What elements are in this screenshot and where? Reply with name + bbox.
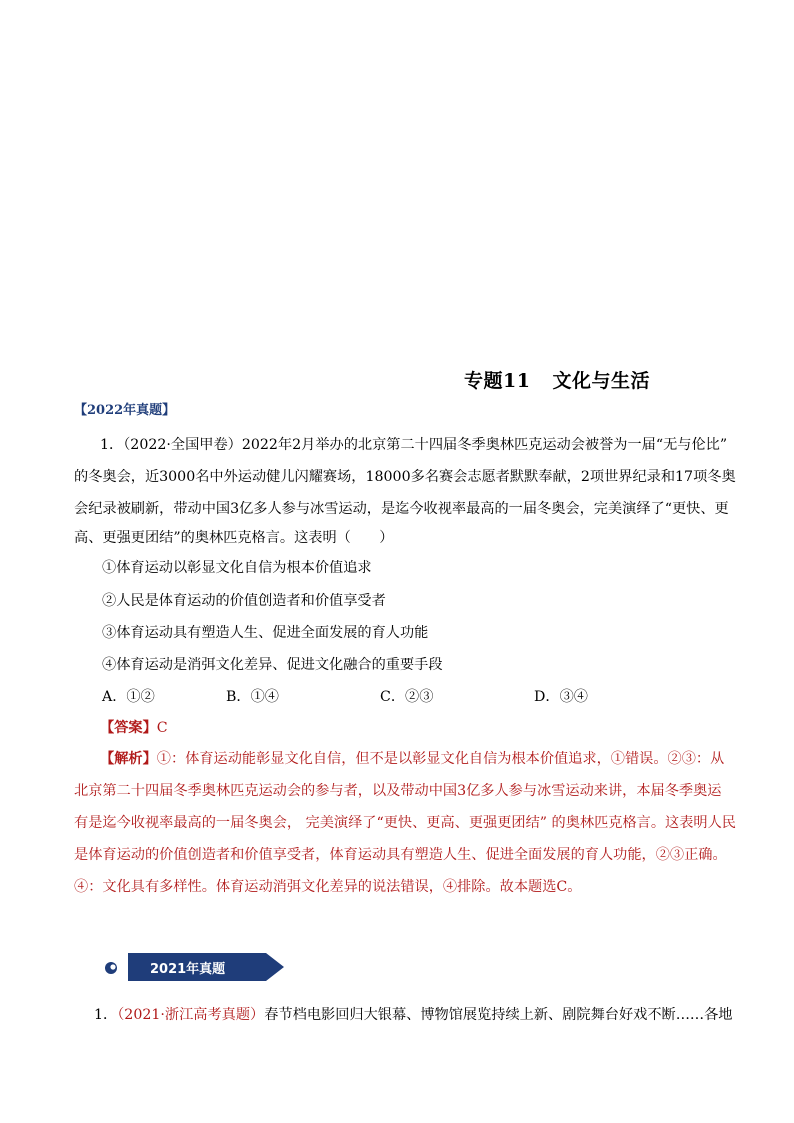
question-2021-number: 1． bbox=[94, 1007, 118, 1023]
banner-label: 2021年真题 bbox=[150, 962, 226, 977]
option-a: A．①② bbox=[102, 689, 155, 705]
section-banner-2021 bbox=[128, 953, 284, 981]
title-text: 文化与生活 bbox=[552, 370, 650, 392]
answer-line bbox=[100, 717, 168, 737]
question-1-line-4: 高、更强更团结”的奥林匹克格言。这表明（ ） bbox=[74, 530, 394, 546]
title-number: 专题11 bbox=[464, 370, 531, 392]
answer-label: 【答案】 bbox=[100, 720, 157, 736]
statement-4: ④体育运动是消弭文化差异、促进文化融合的重要手段 bbox=[102, 657, 443, 673]
statement-2: ②人民是体育运动的价值创造者和价值享受者 bbox=[102, 593, 386, 609]
analysis-line-1 bbox=[100, 748, 724, 768]
bullet-icon bbox=[104, 960, 118, 974]
question-2021-1 bbox=[94, 1004, 732, 1024]
page-title bbox=[464, 366, 650, 393]
answer-value: C bbox=[156, 720, 168, 736]
statement-3: ③体育运动具有塑造人生、促进全面发展的育人功能 bbox=[102, 625, 429, 641]
option-b: B．①④ bbox=[226, 689, 279, 705]
analysis-label: 【解析】 bbox=[100, 751, 157, 767]
question-2021-text: 春节档电影回归大银幕、博物馆展览持续上新、剧院舞台好戏不断……各地 bbox=[264, 1007, 733, 1023]
question-1-line-2: 的冬奥会，近3000名中外运动健儿闪耀赛场，18000多名赛会志愿者默默奉献，2项世界纪录和17项冬奥 bbox=[74, 469, 736, 485]
option-d: D．③④ bbox=[534, 689, 588, 705]
analysis-text-1: ①：体育运动能彰显文化自信，但不是以彰显文化自信为根本价值追求，①错误。②③：从 bbox=[156, 751, 725, 767]
question-1-line-1: 1．（2022·全国甲卷）2022年2月举办的北京第二十四届冬季奥林匹克运动会被誉为一届“无与伦比” bbox=[100, 437, 728, 453]
statement-1: ①体育运动以彰显文化自信为根本价值追求 bbox=[102, 560, 372, 576]
analysis-line-5: ④：文化具有多样性。体育运动消弭文化差异的说法错误，④排除。故本题选C。 bbox=[74, 879, 582, 895]
option-c: C．②③ bbox=[380, 689, 434, 705]
question-1-line-3: 会纪录被刷新，带动中国3亿多人参与冰雪运动，是迄今收视率最高的一届冬奥会，完美演绎了“更快、更 bbox=[74, 501, 729, 517]
analysis-line-3: 有是迄今收视率最高的一届冬奥会， 完美演绎了“更快、更高、更强更团结” 的奥林匹克格言。这表明人民 bbox=[74, 815, 736, 831]
analysis-line-4: 是体育运动的价值创造者和价值享受者，体育运动具有塑造人生、促进全面发展的育人功能，②③正确。 bbox=[74, 847, 727, 863]
section-heading-2022: 【2022年真题】 bbox=[74, 403, 176, 418]
analysis-line-2: 北京第二十四届冬季奥林匹克运动会的参与者，以及带动中国3亿多人参与冰雪运动来讲，本届冬季奥运 bbox=[74, 783, 722, 799]
question-2021-source: （2021·浙江高考真题） bbox=[117, 1007, 265, 1023]
